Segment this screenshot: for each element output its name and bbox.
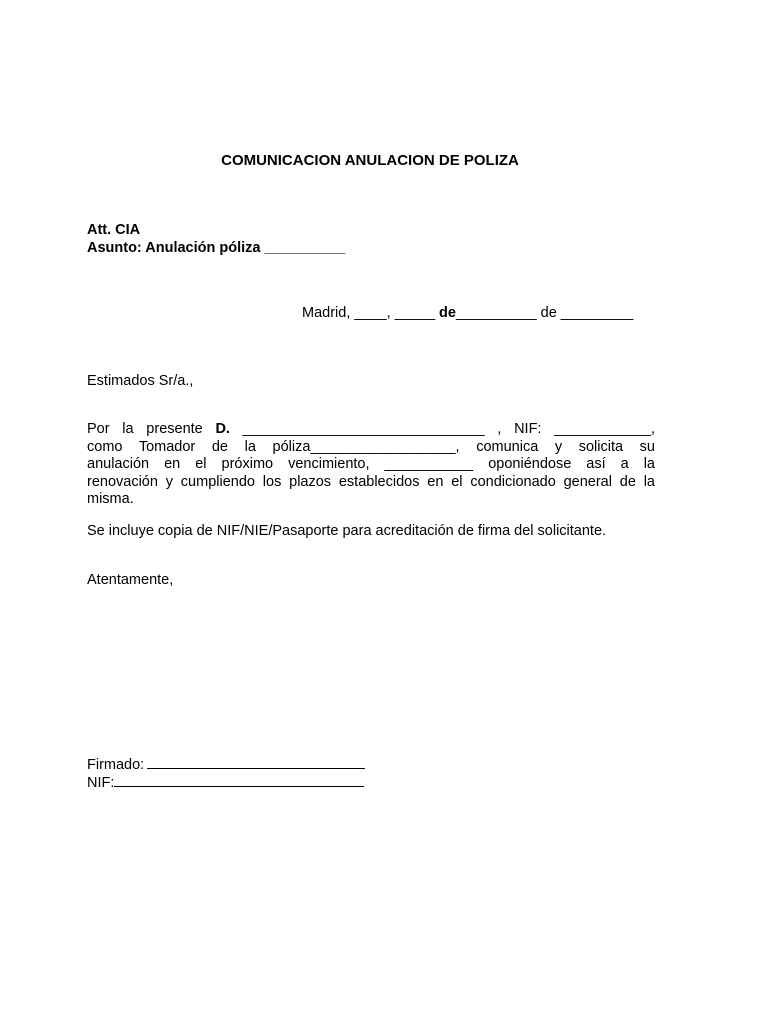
subject-label: Asunto: Anulación póliza [87, 240, 261, 256]
date-de: de [439, 305, 456, 321]
subject-blank: __________ [260, 240, 346, 256]
date-line [302, 305, 633, 322]
body-line-1-prefix: Por la presente [87, 421, 216, 437]
body-line-2: como Tomador de la póliza__________________, comunica y solicita su [87, 438, 655, 455]
copy-note: Se incluye copia de NIF/NIE/Pasaporte para acreditación de firma del solicitante. [87, 523, 607, 539]
body-line-1-rest: ______________________________ , NIF: ____________, [229, 421, 655, 437]
nif-blank [114, 773, 364, 787]
date-rest: __________ de _________ [455, 305, 634, 321]
body-line-1-bold: D. [215, 421, 230, 437]
date-city: Madrid, ____, _____ [302, 305, 440, 321]
body-line-5: misma. [87, 491, 134, 507]
body-line-3: anulación en el próximo vencimiento, ___________ oponiéndose así a la [87, 456, 655, 472]
body-line-1 [87, 421, 655, 439]
attention-line: Att. CIA [87, 222, 141, 238]
signed-line [87, 755, 365, 774]
greeting: Estimados Sr/a., [87, 373, 194, 389]
subject-line [87, 240, 345, 257]
nif-line [87, 773, 364, 792]
closing: Atentamente, [87, 572, 174, 588]
signature-blank [147, 755, 365, 769]
signed-label: Firmado: [87, 757, 145, 773]
nif-label: NIF: [87, 775, 115, 791]
body-line-4: renovación y cumpliendo los plazos establecidos en el condicionado general de la [87, 473, 655, 490]
document-title: COMUNICACION ANULACION DE POLIZA [221, 152, 519, 169]
body-paragraph [87, 421, 655, 509]
